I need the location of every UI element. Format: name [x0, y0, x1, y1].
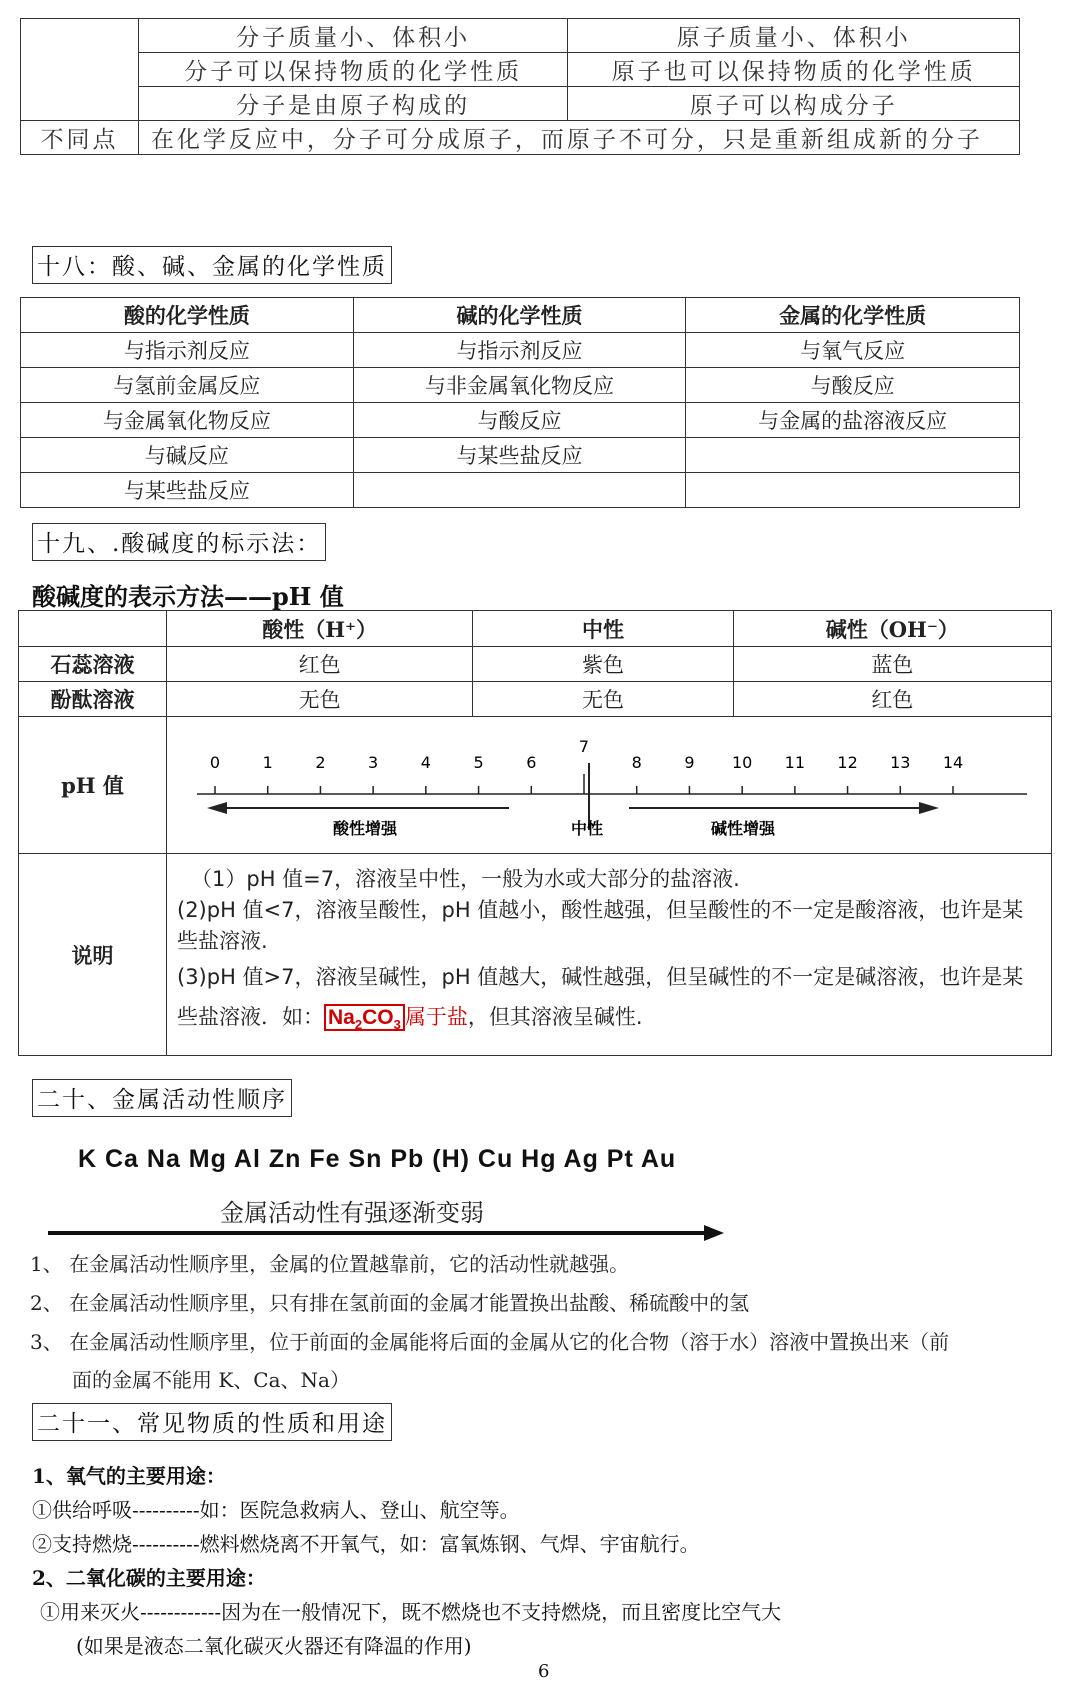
- table-cell: 与指示剂反应: [353, 333, 686, 368]
- ph-tick-label: 2: [315, 752, 326, 772]
- table-cell: [686, 473, 1020, 508]
- ph-tick-label: 12: [837, 752, 858, 772]
- table-cell: 与金属氧化物反应: [21, 403, 354, 438]
- formula-part: CO: [362, 1005, 394, 1029]
- co2-use-2: (如果是液态二氧化碳灭火器还有降温的作用): [76, 1634, 472, 1658]
- table-header-row: [21, 298, 1020, 333]
- table-header: 酸的化学性质: [21, 298, 354, 333]
- ph-tick-label: 3: [368, 752, 379, 772]
- explain-2: (2)pH 值<7，溶液呈酸性，pH 值越小，酸性越强，但呈酸性的不一定是酸溶液，也许是某些盐溶液.: [177, 897, 1024, 953]
- table-cell: [21, 19, 139, 121]
- table-cell: 原子也可以保持物质的化学性质: [568, 53, 1020, 87]
- activity-arrow-label: 金属活动性有强逐渐变弱: [220, 1199, 484, 1227]
- ph-tick-label: 5: [473, 752, 484, 772]
- rule-2: 2、 在金属活动性顺序里，只有排在氢前面的金属才能置换出盐酸、稀硫酸中的氢: [30, 1291, 750, 1315]
- table-cell: 分子质量小、体积小: [138, 19, 568, 53]
- salt-note: 属于盐: [404, 1004, 468, 1029]
- table-row: [21, 87, 1020, 121]
- table-cell: [353, 473, 686, 508]
- ph-tick-label: 14: [942, 752, 964, 772]
- table-cell: 与氢前金属反应: [21, 368, 354, 403]
- base-arrowhead: [919, 802, 939, 814]
- table-row: [21, 438, 1020, 473]
- table-cell: 蓝色: [733, 647, 1051, 682]
- ph-tick-label: 7: [578, 736, 590, 756]
- table-cell: 与氧气反应: [686, 333, 1020, 368]
- ph-tick-label: 8: [631, 752, 642, 772]
- base-label: 碱性增强: [710, 818, 776, 838]
- table-row: [21, 368, 1020, 403]
- table-cell: [686, 438, 1020, 473]
- formula-sub: 3: [393, 1017, 401, 1033]
- table-cell: 无色: [167, 682, 473, 717]
- table-cell: 原子质量小、体积小: [568, 19, 1020, 53]
- ph-label: pH 值: [19, 717, 167, 854]
- table-header: [19, 611, 167, 647]
- explain-label: 说明: [19, 854, 167, 1056]
- co2-use-1: ①用来灭火------------因为在一般情况下，既不燃烧也不支持燃烧，而且密度比空气大: [40, 1600, 782, 1624]
- explain-3-text: (3)pH 值>7，溶液呈碱性，pH 值越大，碱性越强，但呈碱性的不一定是碱溶液，也许是某些盐溶液．如：: [177, 964, 1024, 1029]
- ph-tick-label: 9: [684, 752, 695, 772]
- o2-use-2: ②支持燃烧----------燃料燃烧离不开氧气，如：富氧炼钢、气焊、宇宙航行。: [32, 1532, 700, 1556]
- table-cell: 与某些盐反应: [353, 438, 686, 473]
- acid-base-metal-table: [20, 297, 1020, 508]
- metal-activity-series: K Ca Na Mg Al Zn Fe Sn Pb (H) Cu Hg Ag Pt Au: [78, 1145, 677, 1173]
- na2co3-formula: [324, 1004, 405, 1031]
- table-cell: 与非金属氧化物反应: [353, 368, 686, 403]
- neutral-label: 中性: [570, 818, 604, 838]
- table-cell: 与指示剂反应: [21, 333, 354, 368]
- co2-title: 2、二氧化碳的主要用途：: [32, 1566, 266, 1590]
- table-row: [21, 53, 1020, 87]
- o2-title: 1、氧气的主要用途：: [32, 1464, 226, 1488]
- ph-tick-label: 11: [784, 752, 806, 772]
- table-header: 酸性（H⁺）: [167, 611, 473, 647]
- section-20-title: 二十、金属活动性顺序: [32, 1079, 292, 1117]
- table-header: 碱的化学性质: [353, 298, 686, 333]
- page-number: 6: [538, 1661, 550, 1682]
- o2-use-1: ①供给呼吸----------如：医院急救病人、登山、航空等。: [32, 1498, 520, 1522]
- table-header: 中性: [473, 611, 733, 647]
- explain-1: （1）pH 值=7，溶液呈中性，一般为水或大部分的盐溶液.: [191, 866, 740, 891]
- table-header: 碱性（OH⁻）: [733, 611, 1051, 647]
- table-row: [21, 19, 1020, 53]
- table-row: [21, 121, 1020, 155]
- ph-scale-cell: [167, 717, 1052, 854]
- rule-3: 3、 在金属活动性顺序里，位于前面的金属能将后面的金属从它的化合物（溶于水）溶液中置换出来（前: [30, 1330, 950, 1354]
- table-cell: 分子可以保持物质的化学性质: [138, 53, 568, 87]
- ph-tick-label: 1: [262, 752, 273, 772]
- acid-arrowhead: [207, 802, 227, 814]
- activity-arrowhead: [704, 1225, 724, 1241]
- ph-tick-label: 6: [526, 752, 537, 772]
- activity-arrow: [48, 1222, 728, 1244]
- rule-3-cont: 面的金属不能用 K、Ca、Na）: [72, 1368, 350, 1392]
- acid-label: 酸性增强: [332, 818, 398, 838]
- molecule-atom-table: [20, 18, 1020, 155]
- ph-tick-label: 10: [731, 752, 753, 772]
- formula-part: Na: [328, 1005, 355, 1029]
- table-row: [19, 854, 1052, 1056]
- table-cell: 红色: [167, 647, 473, 682]
- table-cell: 无色: [473, 682, 733, 717]
- ph-subtitle: 酸碱度的表示方法——pH 值: [32, 582, 344, 611]
- formula-sub: 2: [354, 1017, 363, 1033]
- ph-table: [18, 610, 1052, 1056]
- explain-3: [177, 957, 1041, 1045]
- explain-cell: [167, 854, 1052, 1056]
- table-cell: 与碱反应: [21, 438, 354, 473]
- diff-text: 在化学反应中，分子可分成原子，而原子不可分，只是重新组成新的分子: [138, 121, 1019, 155]
- table-row: [19, 717, 1052, 854]
- row-label: 酚酞溶液: [19, 682, 167, 717]
- explain-3-end: ，但其溶液呈碱性.: [467, 1004, 643, 1029]
- table-cell: 与酸反应: [686, 368, 1020, 403]
- table-cell: 原子可以构成分子: [568, 87, 1020, 121]
- table-row: [21, 403, 1020, 438]
- row-label: 石蕊溶液: [19, 647, 167, 682]
- table-cell: 与某些盐反应: [21, 473, 354, 508]
- table-cell: 红色: [733, 682, 1051, 717]
- ph-scale: [167, 718, 1051, 853]
- ph-tick-label: 0: [209, 752, 221, 772]
- table-row: [19, 647, 1052, 682]
- table-row: [21, 333, 1020, 368]
- ph-tick-label: 4: [420, 752, 431, 772]
- section-18-title: 十八：酸、碱、金属的化学性质: [32, 246, 392, 284]
- table-row: [19, 682, 1052, 717]
- rule-1: 1、 在金属活动性顺序里，金属的位置越靠前，它的活动性就越强。: [30, 1252, 630, 1276]
- table-header: 金属的化学性质: [686, 298, 1020, 333]
- section-19-title: 十九、.酸碱度的标示法：: [32, 523, 326, 561]
- table-cell: 紫色: [473, 647, 733, 682]
- table-header-row: [19, 611, 1052, 647]
- table-cell: 分子是由原子构成的: [138, 87, 568, 121]
- ph-tick-label: 13: [890, 752, 911, 772]
- table-cell: 与金属的盐溶液反应: [686, 403, 1020, 438]
- diff-label: 不同点: [21, 121, 139, 155]
- table-cell: 与酸反应: [353, 403, 686, 438]
- section-21-title: 二十一、常见物质的性质和用途: [32, 1403, 392, 1441]
- table-row: [21, 473, 1020, 508]
